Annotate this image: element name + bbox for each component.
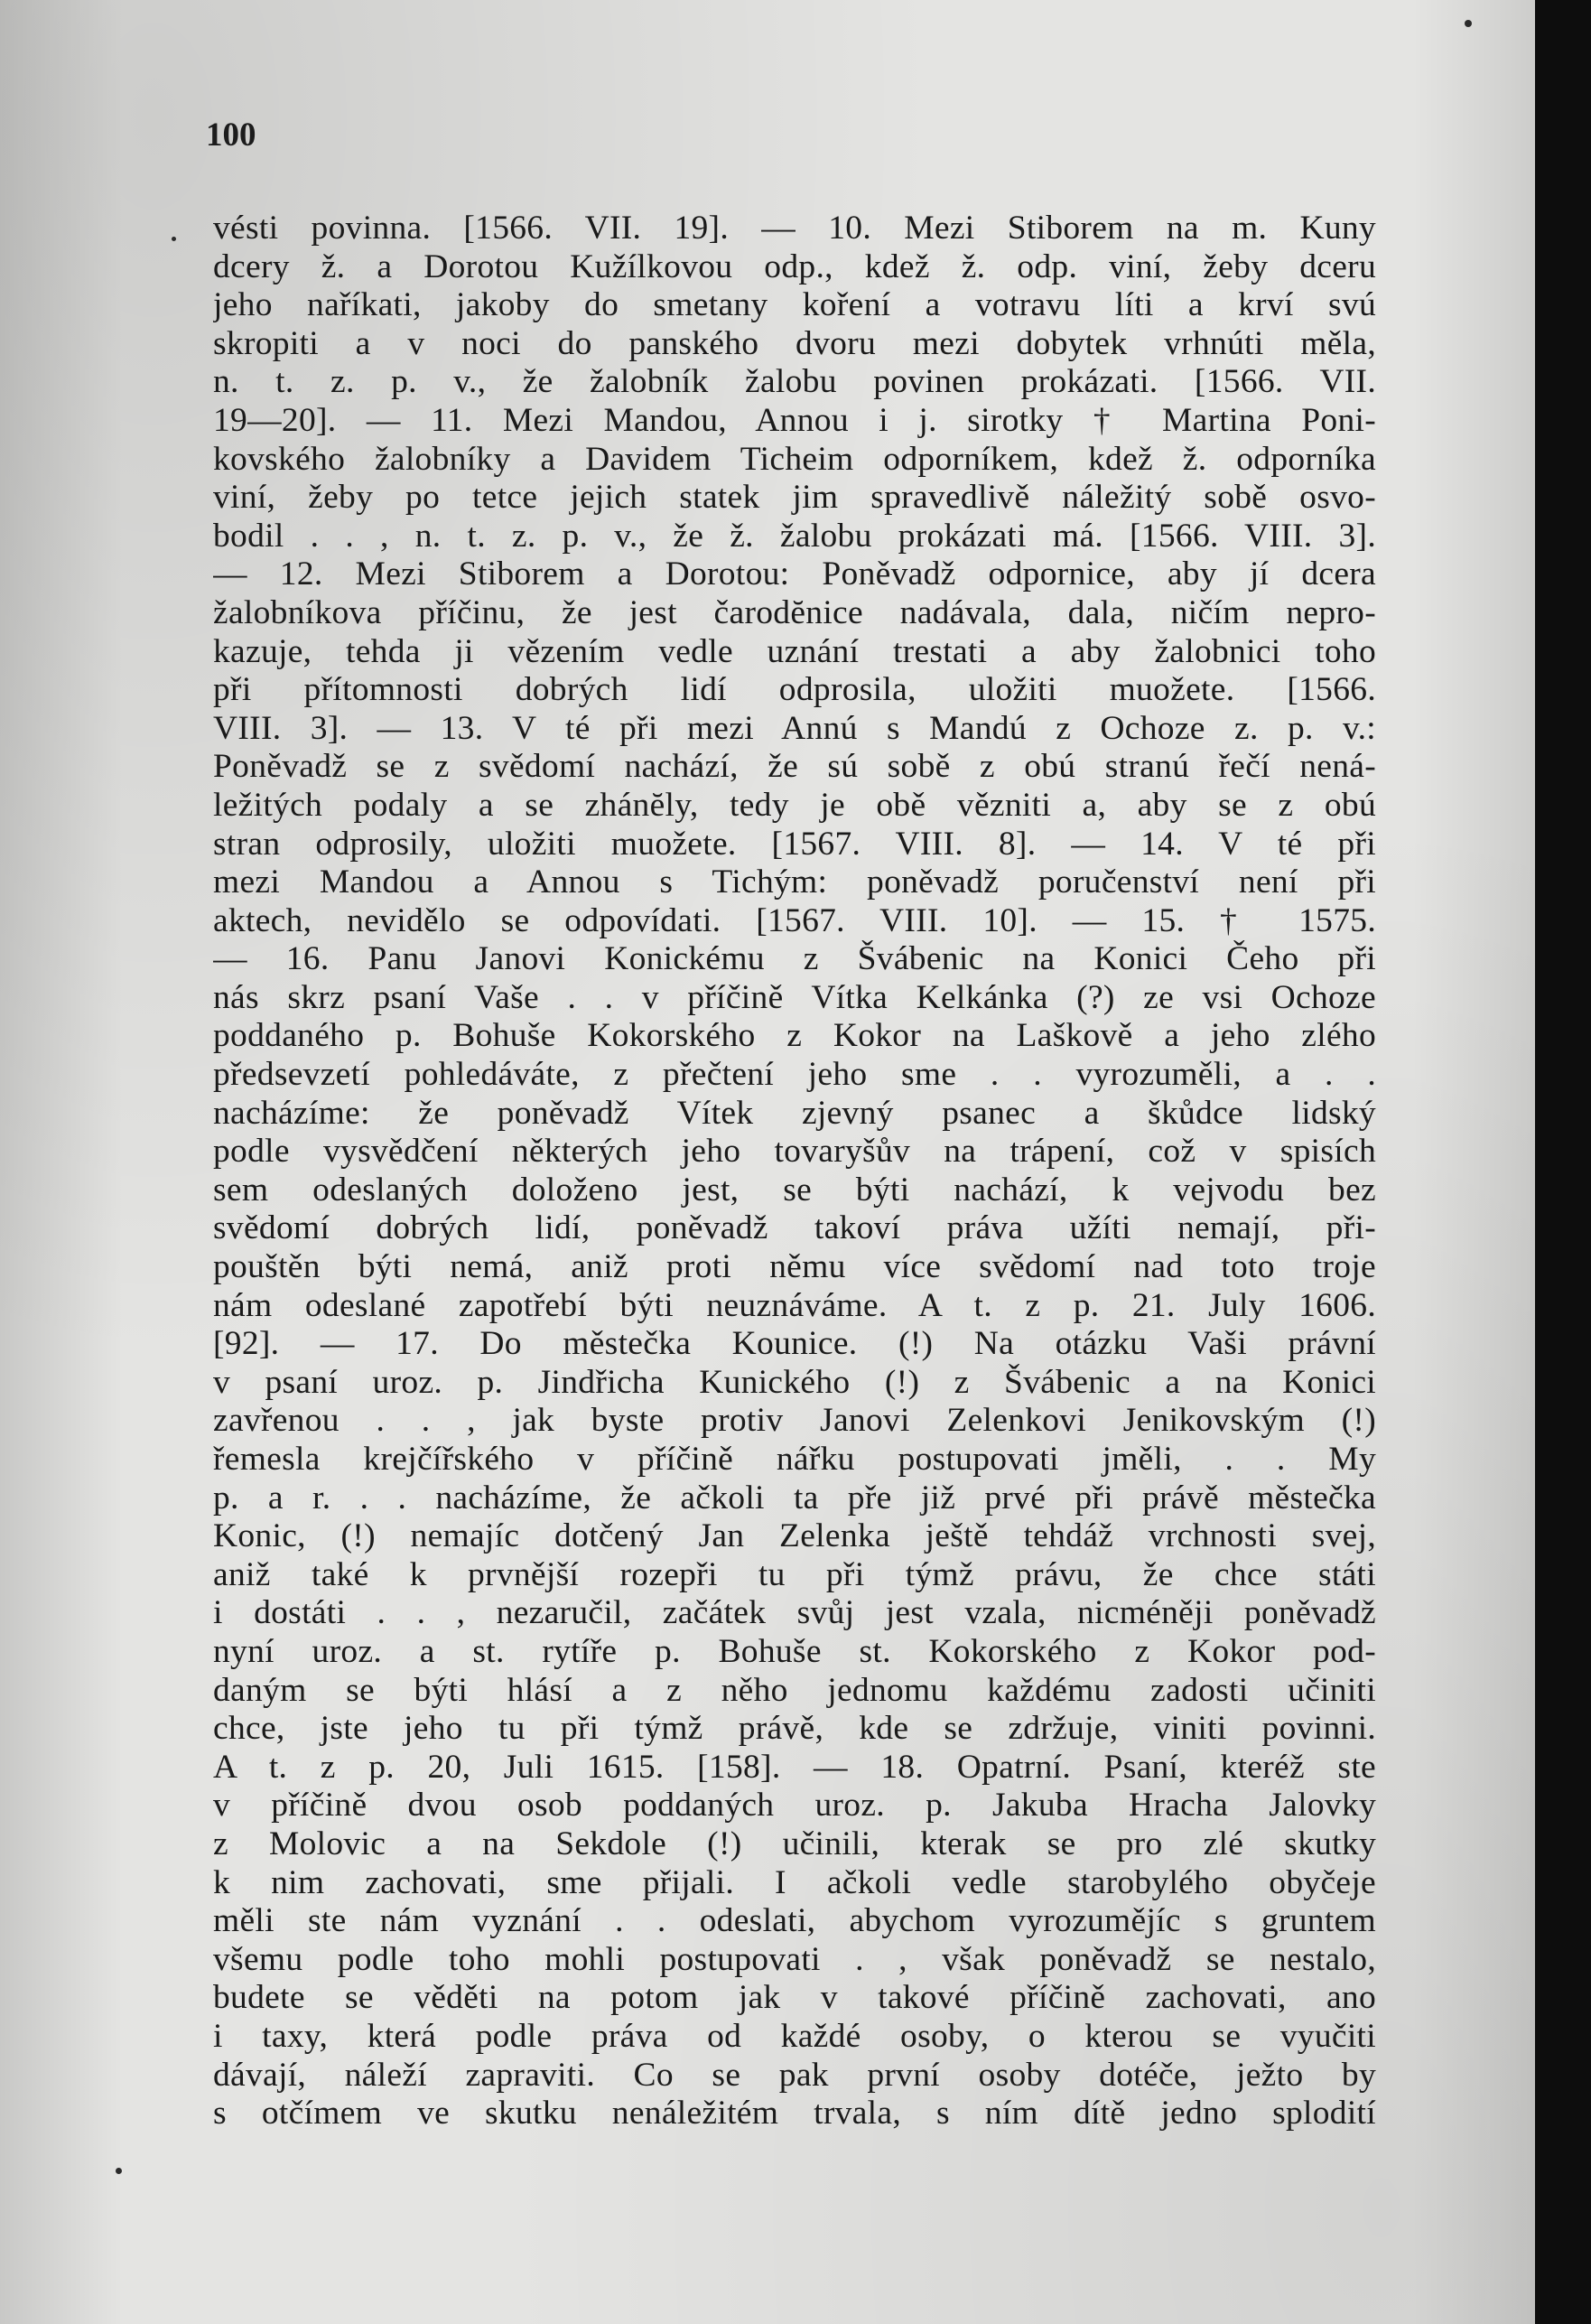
text-line: nyní uroz. a st. rytíře p. Bohuše st. Kokorského z Kokor pod- (213, 1632, 1376, 1670)
text-line: stran odprosily, uložiti muožete. [1567. VIII. 8]. — 14. V té při (213, 825, 1376, 863)
text-line: ležitých podaly a se zhánĕly, tedy je obě vězniti a, aby se z obú (213, 786, 1376, 824)
text-line: zavřenou . . , jak byste protiv Janovi Zelenkovi Jenikovským (!) (213, 1402, 1376, 1440)
text-line: [92]. — 17. Do městečka Kounice. (!) Na otázku Vaši právní (213, 1325, 1376, 1363)
text-line: všemu podle toho mohli postupovati . , však poněvadž se nestalo, (213, 1940, 1376, 1978)
scan-speck (116, 2168, 122, 2174)
text-line: p. a r. . . nacházíme, že ačkoli ta pře již prvé při právě městečka (213, 1479, 1376, 1517)
body-text (213, 210, 1376, 2133)
text-line: VIII. 3]. — 13. V té při mezi Annú s Mandú z Ochoze z. p. v.: (213, 709, 1376, 747)
text-line: kovského žalobníky a Davidem Ticheim odporníkem, kdež ž. odporníka (213, 440, 1376, 478)
text-line: předsevzetí pohledáváte, z přečtení jeho sme . . vyrozuměli, a . . (213, 1056, 1376, 1094)
text-line: dcery ž. a Dorotou Kužílkovou odp., kdež ž. odp. viní, žeby dceru (213, 247, 1376, 285)
text-line: Konic, (!) nemajíc dotčený Jan Zelenka ještě tehdáž vrchnosti svej, (213, 1517, 1376, 1555)
text-line: Poněvadž se z svědomí nachází, že sú sobě z obú stranú řečí nená- (213, 748, 1376, 786)
text-line: dávají, náleží zapraviti. Co se pak první osoby dotéče, ježto by (213, 2056, 1376, 2094)
text-line: v psaní uroz. p. Jindřicha Kunického (!) z Švábenic a na Konici (213, 1363, 1376, 1401)
text-line: nás skrz psaní Vaše . . v příčině Vítka Kelkánka (?) ze vsi Ochoze (213, 978, 1376, 1016)
text-line: 19—20]. — 11. Mezi Mandou, Annou i j. sirotky † Martina Poni- (213, 401, 1376, 439)
text-line: aniž také k prvnější rozepři tu při týmž právu, že chce státi (213, 1555, 1376, 1593)
text-line: i taxy, která podle práva od každé osoby, o kterou se vyučiti (213, 2017, 1376, 2055)
text-line: chce, jste jeho tu při týmž právě, kde se zdržuje, viniti povinni. (213, 1710, 1376, 1748)
text-line: bodil . . , n. t. z. p. v., že ž. žalobu prokázati má. [1566. VIII. 3]. (213, 517, 1376, 555)
text-line: i dostáti . . , nezaručil, začátek svůj jest vzala, nicméněji poněvadž (213, 1594, 1376, 1632)
text-line: — 16. Panu Janovi Konickému z Švábenic na Konici Čeho při (213, 940, 1376, 978)
text-line: skropiti a v noci do panského dvoru mezi dobytek vrhnúti měla, (213, 324, 1376, 362)
text-line: nám odeslané zapotřebí býti neuznáváme. A t. z p. 21. July 1606. (213, 1286, 1376, 1324)
text-line: poddaného p. Bohuše Kokorského z Kokor na Laškově a jeho zlého (213, 1017, 1376, 1055)
text-line: daným se býti hlásí a z něho jednomu každému zadosti učiniti (213, 1671, 1376, 1709)
text-line: vésti povinna. [1566. VII. 19]. — 10. Mezi Stiborem na m. Kuny (213, 210, 1376, 247)
scan-speck (1465, 20, 1472, 27)
scan-speck (172, 237, 176, 241)
text-line: měli ste nám vyznání . . odeslati, abychom vyrozumějíc s gruntem (213, 1902, 1376, 1940)
text-line: podle vysvědčení některých jeho tovaryšův na trápení, což v spisích (213, 1133, 1376, 1171)
text-line: s otčímem ve skutku nenáležitém trvala, s ním dítě jedno splodití (213, 2095, 1376, 2133)
text-line: svědomí dobrých lidí, poněvadž takoví práva užíti nemají, při- (213, 1209, 1376, 1247)
text-line: žalobníkova příčinu, že jest čarodĕnice nadávala, dala, ničím nepro- (213, 593, 1376, 631)
text-line: viní, žeby po tetce jejich statek jim spravedlivě náležitý sobě osvo- (213, 479, 1376, 517)
text-line: k nim zachovati, sme přijali. I ačkoli vedle starobylého obyčeje (213, 1863, 1376, 1901)
text-line: A t. z p. 20, Juli 1615. [158]. — 18. Opatrní. Psaní, kteréž ste (213, 1748, 1376, 1786)
text-line: řemesla krejčířského v příčině nářku postupovati jměli, . . My (213, 1441, 1376, 1478)
text-line: — 12. Mezi Stiborem a Dorotou: Poněvadž odpornice, aby jí dcera (213, 555, 1376, 593)
text-line: pouštěn býti nemá, aniž proti němu více svědomí nad toto troje (213, 1248, 1376, 1286)
text-line: n. t. z. p. v., že žalobník žalobu povinen prokázati. [1566. VII. (213, 363, 1376, 401)
text-line: při přítomnosti dobrých lidí odprosila, uložiti muožete. [1566. (213, 671, 1376, 709)
text-line: aktech, nevidělo se odpovídati. [1567. VIII. 10]. — 15. † 1575. (213, 901, 1376, 939)
text-line: mezi Mandou a Annou s Tichým: poněvadž poručenství není při (213, 863, 1376, 901)
text-line: v příčině dvou osob poddaných uroz. p. Jakuba Hracha Jalovky (213, 1787, 1376, 1825)
text-line: z Molovic a na Sekdole (!) učinili, kterak se pro zlé skutky (213, 1825, 1376, 1862)
text-line: sem odeslaných doloženo jest, se býti nachází, k vejvodu bez (213, 1171, 1376, 1209)
text-line: jeho naříkati, jakoby do smetany koření a votravu líti a krví svú (213, 286, 1376, 324)
text-line: budete se věděti na potom jak v takové příčině zachovati, ano (213, 1979, 1376, 2017)
text-line: kazuje, tehda ji vězením vedle uznání trestati a aby žalobnici toho (213, 632, 1376, 670)
text-line: nacházíme: že poněvadž Vítek zjevný psanec a škůdce lidský (213, 1094, 1376, 1132)
page-number: 100 (206, 117, 256, 154)
